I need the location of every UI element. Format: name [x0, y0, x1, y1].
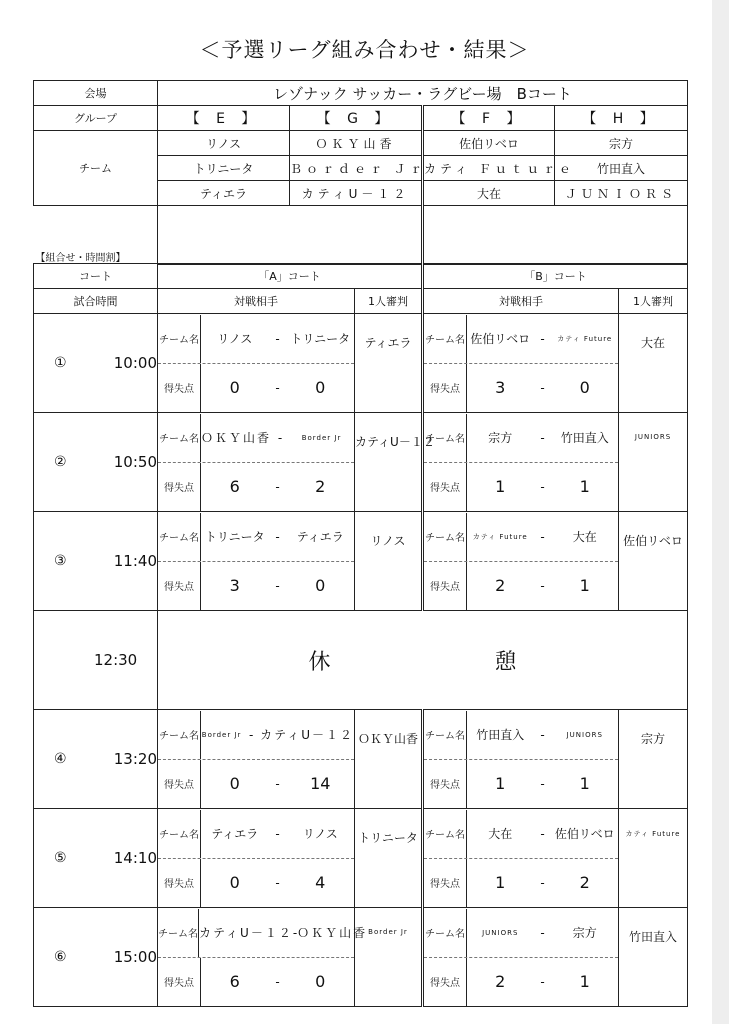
team-2: 宗方 [572, 926, 597, 940]
schedule-label: 【組合せ・時間割】 [34, 206, 158, 265]
team-name-label: チーム名 [158, 810, 201, 858]
team-name-label: チーム名 [158, 414, 201, 462]
referee: カティ Future [619, 809, 688, 908]
score-2: 0 [315, 576, 326, 595]
team-1: リノス [217, 332, 253, 346]
score-1: 0 [229, 378, 240, 397]
score-dash: - [540, 875, 545, 890]
team-1: 宗方 [488, 431, 513, 445]
match-time: 13:20 [113, 750, 157, 768]
team-name-label: チーム名 [158, 513, 201, 561]
team-1: カティ Future [472, 532, 528, 541]
referee: 佐伯リベロ [619, 512, 688, 611]
break-row [34, 611, 688, 710]
group-label: グループ [34, 106, 158, 131]
court-b-match [423, 314, 619, 413]
opponent-label: 対戦相手 [423, 289, 619, 314]
team-cell: カティU－１２ [290, 181, 423, 206]
court-label: コート [34, 264, 158, 289]
team-2: ティエラ [296, 530, 344, 544]
match-number: ③ [54, 553, 67, 569]
group-e: 【 E 】 [158, 106, 290, 131]
score-1: 0 [229, 774, 240, 793]
team-1: 佐伯リベロ [470, 332, 531, 346]
referee-label: 1人審判 [619, 289, 688, 314]
referee-label: 1人審判 [355, 289, 423, 314]
score-1: 2 [495, 972, 506, 991]
score-label: 得失点 [424, 760, 467, 808]
score-2: 2 [579, 873, 590, 892]
referee: JUNIORS [619, 413, 688, 512]
team-1: 大在 [488, 827, 513, 841]
score-1: 6 [229, 477, 240, 496]
match-number: ⑥ [54, 949, 67, 965]
team-name-label: チーム名 [158, 711, 201, 759]
referee: 竹田直入 [619, 908, 688, 1007]
score-2: 1 [579, 576, 590, 595]
time-label: 試合時間 [34, 289, 158, 314]
team-1: JUNIORS [482, 928, 519, 937]
score-dash: - [540, 578, 545, 593]
blank-cell [158, 206, 423, 265]
score-label: 得失点 [158, 463, 201, 511]
score-2: 1 [579, 774, 590, 793]
team-1: ＯＫＹ山香 [201, 431, 272, 445]
referee: 宗方 [619, 710, 688, 809]
group-f: 【 F 】 [423, 106, 555, 131]
break-label: 休 憩 [158, 611, 688, 710]
score-dash: - [275, 578, 280, 593]
page-title: ＜予選リーグ組み合わせ・結果＞ [199, 38, 530, 62]
score-dash: - [540, 776, 545, 791]
referee: Border Jr [355, 908, 423, 1007]
referee: ティエラ [355, 314, 423, 413]
match-row [34, 314, 688, 413]
team-2: カティ Future [557, 334, 613, 343]
team-2: カティU－１２ [260, 728, 354, 742]
court-a-match [158, 908, 368, 1007]
break-slot [34, 611, 158, 710]
team-cell: 大在 [423, 181, 555, 206]
court-b-match [423, 710, 619, 809]
court-b-match [423, 908, 619, 1007]
team-table [33, 80, 688, 265]
team-name-label: チーム名 [424, 414, 467, 462]
match-row [34, 809, 688, 908]
break-time: 12:30 [94, 651, 138, 669]
team-name-label: チーム名 [424, 513, 467, 561]
score-2: 14 [310, 774, 331, 793]
referee: トリニータ [355, 809, 423, 908]
page-edge [712, 0, 729, 1024]
match-row [34, 908, 688, 1007]
referee: リノス [355, 512, 423, 611]
score-2: 1 [579, 477, 590, 496]
team-cell: カティ Ｆｕｔｕｒｅ [423, 156, 555, 181]
match-number: ① [54, 355, 67, 371]
match-slot [34, 710, 158, 809]
vs-dash: - [540, 826, 545, 841]
score-dash: - [275, 974, 280, 989]
referee: ＯＫＹ山香 [355, 710, 423, 809]
score-dash: - [275, 875, 280, 890]
score-1: 6 [229, 972, 240, 991]
vs-dash: - [275, 826, 280, 841]
referee: カティU－１２ [355, 413, 423, 512]
team-name-label: チーム名 [424, 711, 467, 759]
score-dash: - [275, 776, 280, 791]
opponent-label: 対戦相手 [158, 289, 355, 314]
match-slot [34, 512, 158, 611]
referee: 大在 [619, 314, 688, 413]
team-cell: 佐伯リベロ [423, 131, 555, 156]
match-time: 10:00 [113, 354, 157, 372]
venue-label: 会場 [34, 81, 158, 106]
team-cell: トリニータ [158, 156, 290, 181]
court-b-header: 「B」コート [423, 264, 688, 289]
court-b-match [423, 512, 619, 611]
score-2: 1 [579, 972, 590, 991]
score-label: 得失点 [158, 364, 201, 412]
court-b-match [423, 809, 619, 908]
team-2: JUNIORS [566, 730, 603, 739]
team-name-label: チーム名 [158, 315, 201, 363]
match-number: ⑤ [54, 850, 67, 866]
team-2: ＯＫＹ山香 [297, 926, 368, 940]
team-cell: 宗方 [555, 131, 688, 156]
score-label: 得失点 [158, 760, 201, 808]
score-label: 得失点 [424, 859, 467, 907]
score-dash: - [275, 479, 280, 494]
score-label: 得失点 [158, 958, 201, 1006]
match-time: 15:00 [113, 948, 157, 966]
match-slot [34, 809, 158, 908]
court-a-match [158, 314, 355, 413]
vs-dash: - [275, 331, 280, 346]
team-name-label: チーム名 [424, 909, 467, 957]
score-label: 得失点 [158, 859, 201, 907]
team-cell: リノス [158, 131, 290, 156]
score-1: 1 [495, 873, 506, 892]
match-time: 14:10 [113, 849, 157, 867]
match-slot [34, 314, 158, 413]
match-time: 10:50 [113, 453, 157, 471]
score-label: 得失点 [424, 562, 467, 610]
score-dash: - [540, 380, 545, 395]
team-1: カティU－１２ [199, 926, 293, 940]
team-cell: Ｂｏｒｄｅｒ Ｊｒ [290, 156, 423, 181]
team-cell: ＯＫＹ山香 [290, 131, 423, 156]
team-cell: 竹田直入 [555, 156, 688, 181]
schedule-table [33, 263, 688, 1007]
vs-dash: - [540, 529, 545, 544]
team-1: ティエラ [211, 827, 259, 841]
group-h: 【 H 】 [555, 106, 688, 131]
blank-cell [423, 206, 688, 265]
match-number: ④ [54, 751, 67, 767]
match-row [34, 512, 688, 611]
team-2: トリニータ [290, 332, 351, 346]
score-1: 0 [229, 873, 240, 892]
vs-dash: - [275, 529, 280, 544]
vs-dash: - [277, 430, 283, 445]
team-2: リノス [302, 827, 338, 841]
vs-dash: - [540, 430, 545, 445]
team-2: 竹田直入 [560, 431, 609, 445]
score-1: 2 [495, 576, 506, 595]
score-dash: - [540, 479, 545, 494]
team-name-label: チーム名 [424, 315, 467, 363]
vs-dash: - [249, 727, 254, 742]
score-2: 0 [315, 378, 326, 397]
court-b-match [423, 413, 619, 512]
score-1: 1 [495, 477, 506, 496]
vs-dash: - [540, 331, 545, 346]
score-2: 0 [315, 972, 326, 991]
score-label: 得失点 [424, 364, 467, 412]
team-label: チーム [34, 131, 158, 206]
team-cell: ＪＵＮＩＯＲＳ [555, 181, 688, 206]
score-dash: - [540, 974, 545, 989]
match-time: 11:40 [113, 552, 157, 570]
team-2: Border Jr [301, 433, 342, 442]
match-slot [34, 413, 158, 512]
score-2: 2 [315, 477, 326, 496]
vs-dash: - [540, 925, 545, 940]
team-1: Border Jr [201, 730, 242, 739]
venue-name: レゾナック サッカー・ラグビー場 Bコート [158, 81, 688, 106]
team-1: 竹田直入 [476, 728, 525, 742]
team-2: 大在 [572, 530, 597, 544]
score-2: 4 [315, 873, 326, 892]
score-2: 0 [579, 378, 590, 397]
score-1: 3 [229, 576, 240, 595]
court-a-match [158, 710, 355, 809]
team-name-label: チーム名 [158, 909, 199, 957]
score-1: 3 [495, 378, 506, 397]
court-a-match [158, 809, 355, 908]
team-cell: ティエラ [158, 181, 290, 206]
court-a-header: 「A」コート [158, 264, 423, 289]
score-label: 得失点 [424, 958, 467, 1006]
match-row [34, 710, 688, 809]
score-label: 得失点 [158, 562, 201, 610]
score-label: 得失点 [424, 463, 467, 511]
vs-dash: - [292, 925, 298, 940]
vs-dash: - [540, 727, 545, 742]
score-1: 1 [495, 774, 506, 793]
team-1: トリニータ [204, 530, 265, 544]
court-a-match [158, 512, 355, 611]
score-dash: - [275, 380, 280, 395]
match-slot [34, 908, 158, 1007]
group-g: 【 G 】 [290, 106, 423, 131]
team-2: 佐伯リベロ [554, 827, 615, 841]
court-a-match [158, 413, 355, 512]
match-number: ② [54, 454, 67, 470]
team-name-label: チーム名 [424, 810, 467, 858]
match-row [34, 413, 688, 512]
